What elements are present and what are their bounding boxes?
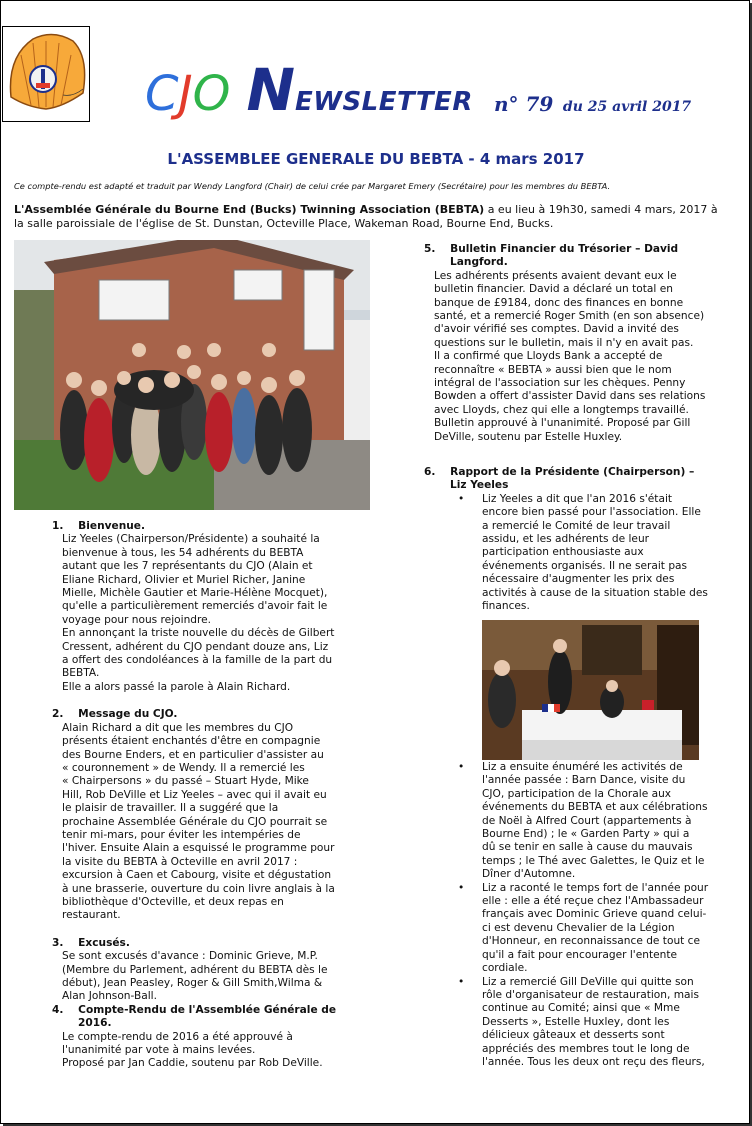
section-compte-rendu: 4. Compte-Rendu de l'Assemblée Générale de 2016. Le compte-rendu de 2016 a été approuvé à l'unanimité par vote à mains levées. Proposé par Jan Caddie, soutenu par Rob DeVille. <box>52 1003 337 1070</box>
article-headline: L'ASSEMBLEE GENERALE DU BEBTA - 4 mars 2017 <box>167 150 585 168</box>
issue-date: du 25 avril 2017 <box>562 99 692 115</box>
newsletter-title: CJO NEWSLETTER <box>145 56 473 124</box>
section-bienvenue: 1. Bienvenue. Liz Yeeles (Chairperson/Présidente) a souhaité la bienvenue à tous, les 54 adhérents du BEBTA autant que les 7 représentants du CJO (Alain et Eliane Richard, Olivier et Muriel Richer, Janine Mielle, Michèle Gautier et Marie-Hélène Mocquet), qu'elle a particulièrement remerciés d'avoir fait le voyage pour nous rejoindre. En annonçant la triste nouvelle du décès de Gilbert Cressent, adhérent du CJO pendant douze ans, Liz a offert des condoléances à la famille de la part du BEBTA. Elle a alors passé la parole à Alain Richard. <box>52 520 335 693</box>
section-bulletin-financier: 5. Bulletin Financier du Trésorier – David Langford. Les adhérents présents avaient devant eux le bulletin financier. David a déclaré un total en banque de £9184, donc des finances en bonne santé, et a remercié Roger Smith (en son absence) d'avoir vérifié ses comptes. David a invité des questions sur le bulletin, mais il n'y en avait pas. Il a confirmé que Lloyds Bank a accepté de reconnaître « BEBTA » aussi bien que le nom intégral de l'association sur les chèques. Penny Bowden a offert d'assister David dans ses relations avec Lloyds, chez qui elle a longtemps travaillé. Bulletin approuvé à l'unanimité. Proposé par Gill DeVille, soutenu par Estelle Huxley. <box>424 243 706 443</box>
section-rapport-presidente-suite <box>424 761 724 1069</box>
section-title: Bienvenue. <box>78 520 145 532</box>
left-column <box>52 520 352 1071</box>
meeting-photo <box>482 620 699 760</box>
lead-paragraph: L'Assemblée Générale du Bourne End (Bucks) Twinning Association (BEBTA) a eu lieu à 19h30, samedi 4 mars, 2017 à la salle paroissiale de l'église de St. Dunstan, Octeville Place, Wakeman Road, Bourne End, Bucks. <box>14 203 718 230</box>
section-excuses: 3. Excusés. Se sont excusés d'avance : Dominic Grieve, M.P. (Membre du Parlement, adhérent du BEBTA dès le début), Jean Peasley, Roger & Gill Smith,Wilma & Alan Johnson-Ball. <box>52 936 328 1003</box>
list-item: • Liz Yeeles a dit que l'an 2016 s'était encore bien passé pour l'association. Elle a remercié le Comité de leur travail assidu, et les adhérents de leur participation enthousiaste aux événements organisés. Il ne serait pas nécessaire d'augmenter les prix des activités à cause de la situation stable des finances. <box>482 493 724 614</box>
section-rapport-presidente: 6. Rapport de la Présidente (Chairperson) – Liz Yeeles • Liz Yeeles a dit que l'an 2016 s'était encore bien passé pour l'association. Elle a remercié le Comité de leur travail assidu, et les adhérents de leur participation enthousiaste aux événements organisés. Il ne serait pas nécessaire d'augmenter les prix des activités à cause de la situation stable des finances. <box>424 466 724 613</box>
list-item: • Liz a ensuite énuméré les activités de l'année passée : Barn Dance, visite du CJO, participation de la Chorale aux événements du BEBTA et aux célébrations de Noël à Alfred Court (appartements à Bourne End) ; le « Garden Party » qui a dû se tenir en salle à cause du mauvais temps ; le Thé avec Galettes, le Quiz et le Dîner d'Automne. <box>482 761 724 882</box>
cjo-logo <box>2 26 90 122</box>
list-item: • Liz a remercié Gill DeVille qui quitte son rôle d'organisateur de restauration, mais continue au Comité; ainsi que « Mme Desserts », Estelle Huxley, dont les délicieux gâteaux et desserts sont appréciés des membres tout le long de l'année. Tous les deux ont reçu des fleurs, <box>482 976 724 1070</box>
section-title: Bulletin Financier du Trésorier – David <box>450 243 679 255</box>
list-item: • Liz a raconté le temps fort de l'année pour elle : elle a été reçue chez l'Ambassadeur français avec Dominic Grieve quand celui- ci est devenu Chevalier de la Légion d'Honneur, en reconnaissance de tout ce qu'il a fait pour encourager l'entente cordiale. <box>482 882 724 976</box>
section-message-cjo: 2. Message du CJO. Alain Richard a dit que les membres du CJO présents étaient enchantés d'être en compagnie des Bourne Enders, et en particulier d'assister au « couronnement » de Wendy. Il a remercié les « Chairpersons » du passé – Stuart Hyde, Mike Hill, Rob DeVille et Liz Yeeles – avec qui il avait eu le plaisir de travailler. Il a suggéré que la prochaine Assemblée Générale du CJO pourrait se tenir mi-mars, pour éviter les intempéries de l'hiver. Ensuite Alain a esquissé le programme pour la visite du BEBTA à Octeville en avril 2017 : excursion à Caen et Cabourg, visite et dégustation à une brasserie, ouverture du coin livre anglais à la bibliothèque d'Octeville, et deux repas en restaurant. <box>52 708 335 922</box>
section-title: Compte-Rendu de l'Assemblée Générale de <box>78 1003 337 1016</box>
issue-number: n° 79 <box>494 92 554 116</box>
section-title: Message du CJO. <box>78 708 178 721</box>
group-photo <box>14 240 370 510</box>
section-title: Excusés. <box>78 936 130 949</box>
issue-info <box>494 92 691 116</box>
section-title: Rapport de la Présidente (Chairperson) – <box>450 466 695 478</box>
translation-note: Ce compte-rendu est adapté et traduit par Wendy Langford (Chair) de celui crée par Margaret Emery (Secrétaire) pour les membres du BEBTA. <box>14 181 611 191</box>
